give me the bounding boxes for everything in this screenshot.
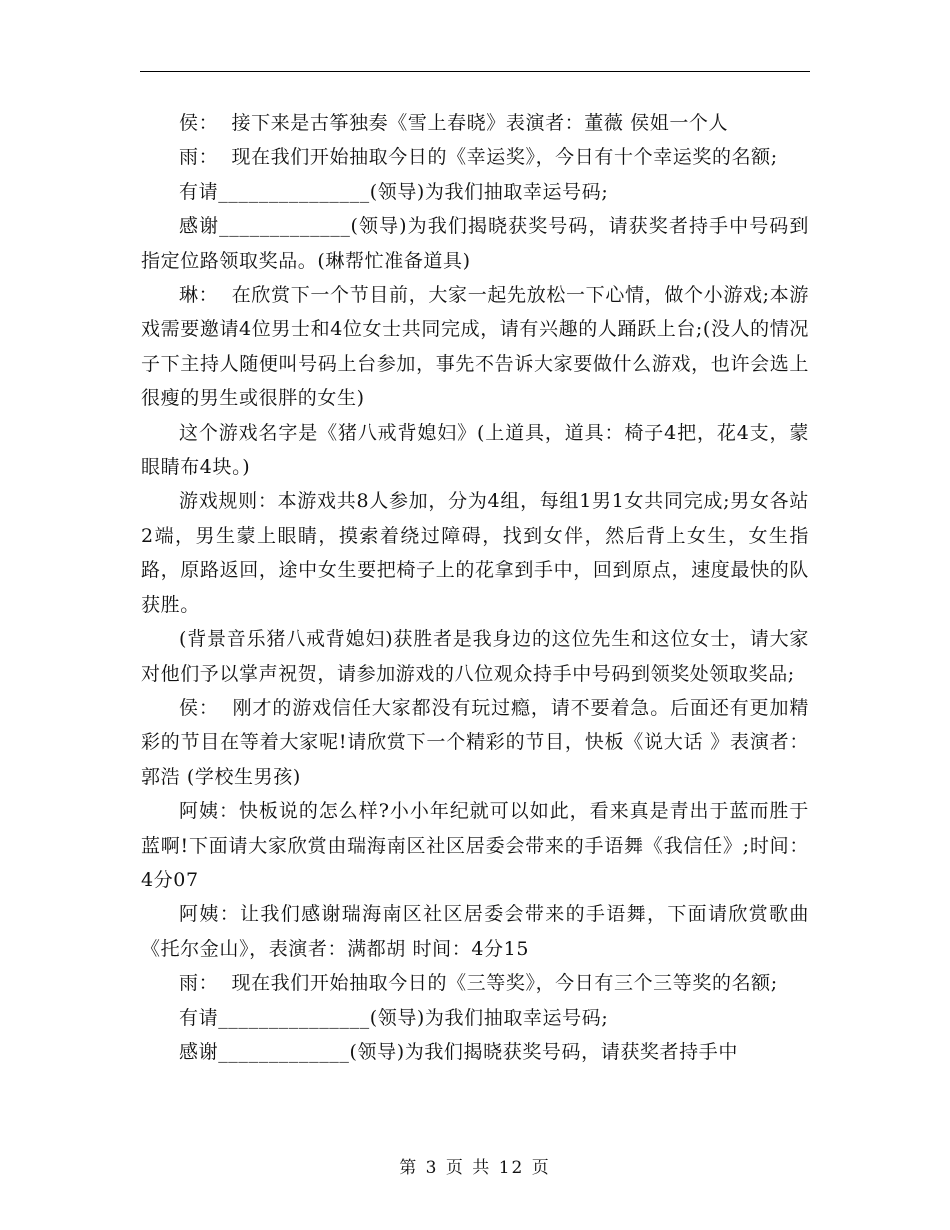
paragraph: 阿姨：快板说的怎么样?小小年纪就可以如此，看来真是青出于蓝而胜于蓝啊!下面请大家欣赏由瑞海南区社区居委会带来的手语舞《我信任》;时间：4分07 (141, 800, 809, 891)
paragraph: 有请_______________(领导)为我们抽取幸运号码; (179, 180, 609, 203)
paragraph: 这个游戏名字是《猪八戒背媳妇》(上道具，道具：椅子4把，花4支，蒙眼睛布4块。) (141, 421, 809, 479)
paragraph: 雨： 现在我们开始抽取今日的《三等奖》，今日有三个三等奖的名额; (179, 972, 778, 995)
paragraph: 游戏规则：本游戏共8人参加，分为4组，每组1男1女共同完成;男女各站2端，男生蒙上眼睛，摸索着绕过障碍，找到女伴，然后背上女生，女生指路，原路返回，途中女生要把椅子上的花拿到手中，回到原点，速度最快的队获胜。 (141, 490, 810, 616)
paragraph: 阿姨：让我们感谢瑞海南区社区居委会带来的手语舞，下面请欣赏歌曲《托尔金山》，表演者：满都胡 时间：4分15 (141, 903, 809, 960)
paragraph: (背景音乐猪八戒背媳妇)获胜者是我身边的这位先生和这位女士，请大家对他们予以掌声祝贺，请参加游戏的八位观众持手中号码到领奖处领取奖品; (141, 628, 809, 685)
paragraph: 感谢_____________(领导)为我们揭晓获奖号码，请获奖者持手中 (179, 1040, 738, 1063)
page-number-footer: 第 3 页 共 12 页 (399, 1158, 551, 1178)
document-body (141, 106, 809, 1069)
paragraph: 琳： 在欣赏下一个节目前，大家一起先放松一下心情，做个小游戏;本游戏需要邀请4位男士和4位女士共同完成，请有兴趣的人踊跃上台;(没人的情况子下主持人随便叫号码上台参加，事先不告诉大家要做什么游戏，也许会选上很瘦的男生或很胖的女生) (141, 284, 809, 410)
paragraph: 侯： 刚才的游戏信任大家都没有玩过瘾，请不要着急。后面还有更加精彩的节目在等着大家呢!请欣赏下一个精彩的节目，快板《说大话 》表演者：郭浩 (学校生男孩) (141, 696, 809, 788)
paragraph: 雨： 现在我们开始抽取今日的《幸运奖》，今日有十个幸运奖的名额; (179, 146, 778, 169)
paragraph: 感谢_____________(领导)为我们揭晓获奖号码，请获奖者持手中号码到指定位路领取奖品。(琳帮忙准备道具) (141, 215, 809, 272)
paragraph: 有请_______________(领导)为我们抽取幸运号码; (179, 1006, 609, 1029)
header-divider (140, 71, 810, 72)
paragraph: 侯： 接下来是古筝独奏《雪上春晓》表演者：董薇 侯姐一个人 (179, 112, 729, 134)
